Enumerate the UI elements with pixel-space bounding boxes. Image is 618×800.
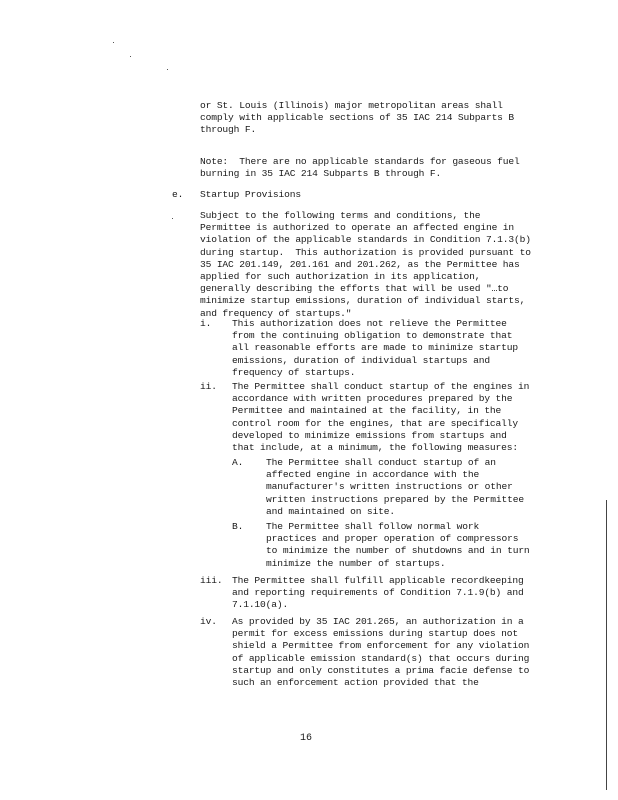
text-line: minimize startup emissions, duration of individual starts, [200,295,526,307]
text-line: burning in 35 IAC 214 Subparts B through F. [200,168,442,180]
text-line: from the continuing obligation to demonstrate that [232,330,513,342]
page-number: 16 [300,733,313,744]
text-line: The Permittee shall conduct startup of the engines in [232,381,530,392]
item-paragraph [232,575,524,612]
text-line: As provided by 35 IAC 201.265, an authorization in a [232,616,524,627]
text-line: practices and proper operation of compressors [266,533,519,545]
text-line: Note: There are no applicable standards for gaseous fuel [200,156,520,167]
text-line: 7.1.10(a). [232,599,289,611]
text-line: written instructions prepared by the Permittee [266,493,524,505]
text-line: developed to minimize emissions from startups and [232,429,507,441]
item-paragraph [232,381,529,454]
text-line: minimize the number of startups. [266,557,446,569]
text-line: accordance with written procedures prepared by the [232,393,513,405]
subitem-paragraph [266,521,530,570]
text-line: applied for such authorization in its application, [200,271,481,283]
text-line: such an enforcement action provided that the [232,677,479,689]
item-marker: ii. [200,381,217,392]
text-line: shield a Permittee from enforcement for any violation [232,640,530,652]
text-line: manufacturer's written instructions or other [266,481,513,493]
section-marker: e. [172,189,184,200]
subitem-marker: B. [232,521,244,532]
text-line: This authorization does not relieve the Permittee [232,318,507,329]
scan-speck [130,56,131,57]
scan-speck [167,69,168,70]
text-line: that include, at a minimum, the following measures: [232,442,518,454]
subitem-paragraph [266,457,524,518]
item-marker: i. [200,318,212,329]
text-line: The Permittee shall follow normal work [266,521,480,532]
text-line: all reasonable efforts are made to minimize startup [232,342,518,354]
text-line: violation of the applicable standards in Condition 7.1.3(b) [200,234,531,246]
text-line: emissions, duration of individual startups and [232,354,490,366]
text-line: and reporting requirements of Condition 7.1.9(b) and [232,587,524,599]
text-line: affected engine in accordance with the [266,469,480,481]
text-line: and maintained on site. [266,505,395,517]
text-line: through F. [200,124,257,136]
margin-revision-rule [606,500,607,790]
text-line: Permittee is authorized to operate an affected engine in [200,222,515,234]
text-line: of applicable emission standard(s) that occurs during [232,652,530,664]
scan-speck [172,218,173,219]
text-line: permit for excess emissions during startup does not [232,628,518,640]
item-marker: iv. [200,616,217,627]
text-line: startup and only constitutes a prima facie defense to [232,664,530,676]
text-line: to minimize the number of shutdowns and in turn [266,545,530,557]
text-line: Permittee and maintained at the facility, in the [232,405,502,417]
item-marker: iii. [200,575,223,586]
item-paragraph [232,318,518,379]
text-line: generally describing the efforts that will be used "…to [200,283,509,295]
text-line: or St. Louis (Illinois) major metropolitan areas shall [200,100,503,111]
text-line: and frequency of startups." [200,307,352,319]
subitem-marker: A. [232,457,244,468]
text-line: 35 IAC 201.149, 201.161 and 201.262, as the Permittee has [200,258,520,270]
section-paragraph [200,210,531,320]
section-heading: Startup Provisions [200,189,301,200]
scan-speck [113,42,114,43]
text-line: control room for the engines, that are specifically [232,417,518,429]
note-paragraph [200,156,520,180]
text-line: The Permittee shall conduct startup of an [266,457,496,468]
text-line: frequency of startups. [232,366,356,378]
item-paragraph [232,616,529,689]
text-line: comply with applicable sections of 35 IAC 214 Subparts B [200,112,515,124]
text-line: The Permittee shall fulfill applicable recordkeeping [232,575,524,586]
text-line: during startup. This authorization is provided pursuant to [200,246,531,258]
intro-paragraph [200,100,514,137]
text-line: Subject to the following terms and conditions, the [200,210,481,221]
